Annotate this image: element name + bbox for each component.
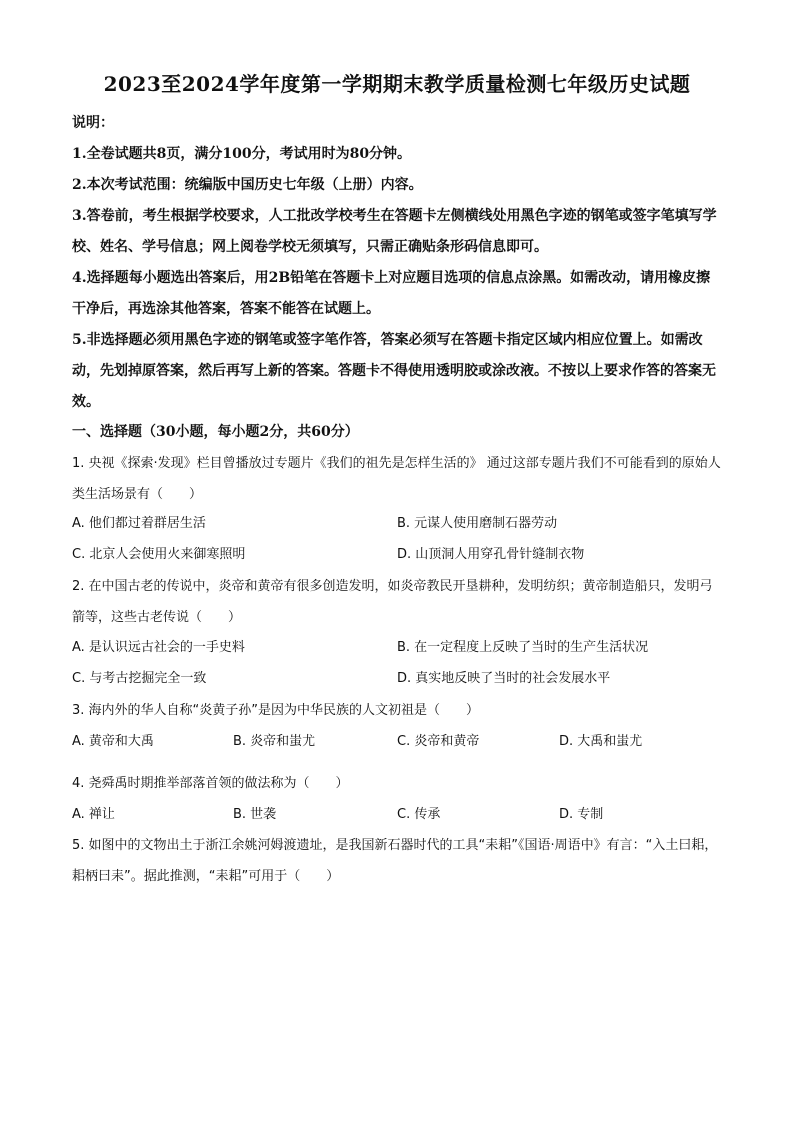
instruction-item: 3.答卷前，考生根据学校要求，人工批改学校考生在答题卡左侧横线处用黑色字迹的钢笔或签字笔填写学校、姓名、学号信息；网上阅卷学校无须填写，只需正确贴条形码信息即可。 bbox=[72, 208, 717, 255]
option-c: C. 传承 bbox=[397, 807, 441, 822]
option-a: A. 是认识远古社会的一手史料 bbox=[72, 640, 245, 655]
page-title: 2023至2024学年度第一学期期末教学质量检测七年级历史试题 bbox=[103, 72, 691, 96]
question-4-stem bbox=[72, 768, 724, 799]
option-b: B. 元谋人使用磨制石器劳动 bbox=[397, 516, 558, 531]
instruction-item: 1.全卷试题共8页，满分100分，考试用时为80分钟。 bbox=[72, 146, 412, 162]
option-b: B. 在一定程度上反映了当时的生产生活状况 bbox=[397, 640, 649, 655]
option-d: D. 山顶洞人用穿孔骨针缝制衣物 bbox=[397, 547, 585, 562]
option-b: B. 世袭 bbox=[233, 807, 277, 822]
question-stem-text: 4. 尧舜禹时期推举部落首领的做法称为（ ） bbox=[72, 776, 349, 791]
option-a: A. 黄帝和大禹 bbox=[72, 734, 154, 749]
question-5-stem bbox=[72, 830, 724, 892]
question-2-stem bbox=[72, 571, 724, 633]
option-d: D. 大禹和蚩尤 bbox=[559, 734, 643, 749]
question-stem-text: 1. 央视《探索·发现》栏目曾播放过专题片《我们的祖先是怎样生活的》 通过这部专题片我们不可能看到的原始人类生活场景有（ ） bbox=[72, 456, 721, 502]
instructions bbox=[72, 108, 724, 418]
question-stem-text: 5. 如图中的文物出土于浙江余姚河姆渡遗址，是我国新石器时代的工具“耒耜”《国语·周语中》有言：“入土曰耜，耜柄曰耒”。据此推测，“耒耜”可用于（ ） bbox=[72, 838, 718, 884]
option-d: D. 专制 bbox=[559, 807, 604, 822]
option-c: C. 北京人会使用火来御寒照明 bbox=[72, 547, 246, 562]
option-c: C. 与考古挖掘完全一致 bbox=[72, 671, 207, 686]
question-1-options bbox=[72, 508, 724, 570]
question-1-stem bbox=[72, 448, 724, 510]
option-a: A. 他们都过着群居生活 bbox=[72, 516, 206, 531]
option-c: C. 炎帝和黄帝 bbox=[397, 734, 480, 749]
question-stem-text: 2. 在中国古老的传说中，炎帝和黄帝有很多创造发明，如炎帝教民开垦耕种，发明纺织；黄帝制造船只，发明弓箭等，这些古老传说（ ） bbox=[72, 579, 713, 625]
option-d: D. 真实地反映了当时的社会发展水平 bbox=[397, 671, 611, 686]
instructions-heading: 说明： bbox=[72, 115, 114, 131]
question-stem-text: 3. 海内外的华人自称“炎黄子孙”是因为中华民族的人文初祖是（ ） bbox=[72, 703, 480, 718]
question-3-options bbox=[72, 726, 724, 757]
instruction-item: 2.本次考试范围：统编版中国历史七年级（上册）内容。 bbox=[72, 177, 423, 193]
option-b: B. 炎帝和蚩尤 bbox=[233, 734, 316, 749]
instruction-item: 4.选择题每小题选出答案后，用2B铅笔在答题卡上对应题目选项的信息点涂黑。如需改动，请用橡皮擦干净后，再选涂其他答案，答案不能答在试题上。 bbox=[72, 270, 711, 317]
question-4-options bbox=[72, 799, 724, 830]
option-a: A. 禅让 bbox=[72, 807, 115, 822]
question-2-options bbox=[72, 632, 724, 694]
instruction-item: 5.非选择题必须用黑色字迹的钢笔或签字笔作答，答案必须写在答题卡指定区域内相应位置上。如需改动，先划掉原答案，然后再写上新的答案。答题卡不得使用透明胶或涂改液。不按以上要求作答的答案无效。 bbox=[72, 332, 716, 410]
section-heading: 一、选择题（30小题，每小题2分，共60分） bbox=[72, 424, 359, 440]
question-3-stem bbox=[72, 695, 724, 726]
